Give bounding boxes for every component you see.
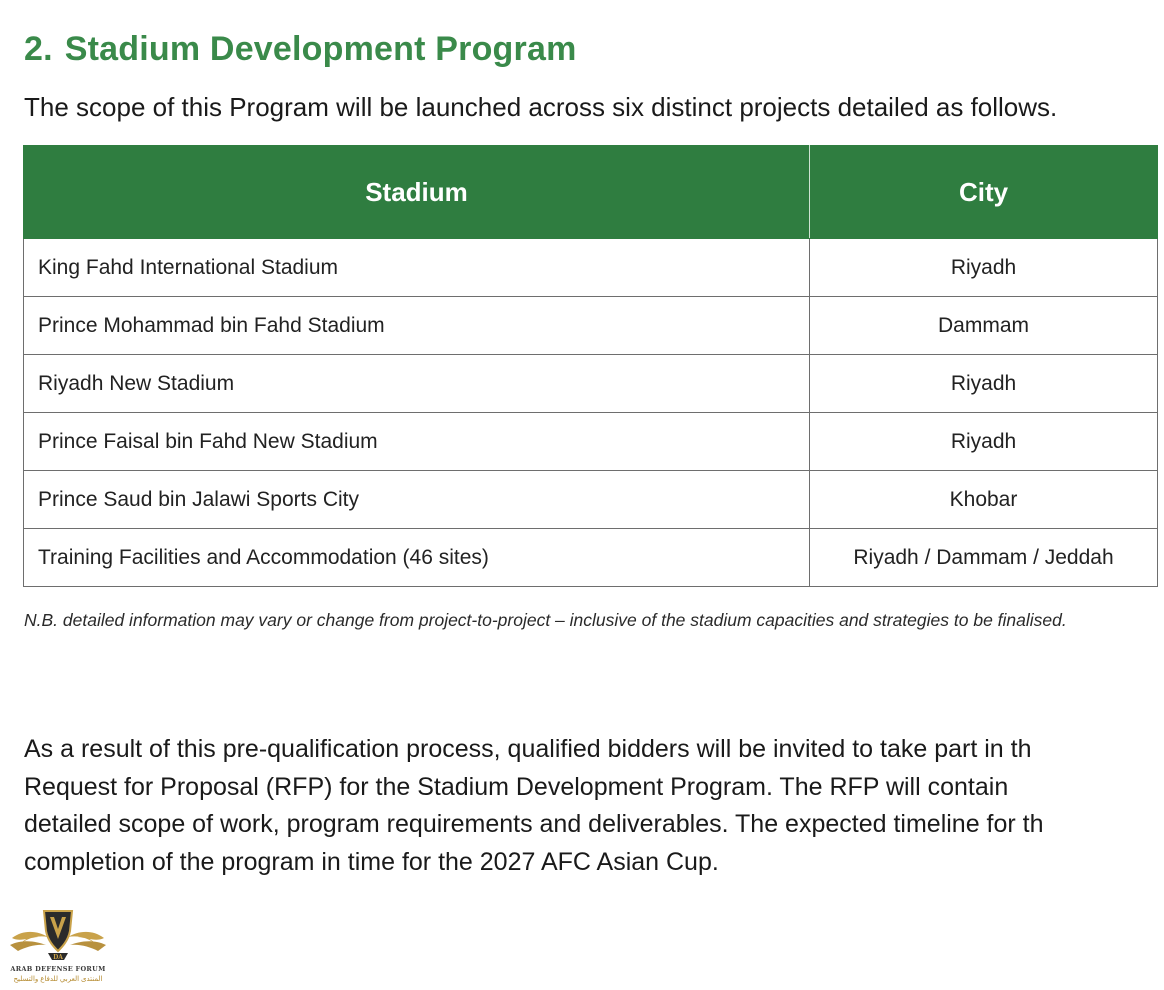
section-heading [24,30,577,69]
arab-defense-forum-logo-icon [8,905,108,965]
watermark-title: ARAB DEFENSE FORUM [10,965,106,973]
logo-initials: DA [53,954,63,961]
paragraph-line: completion of the program in time for the 2027 AFC Asian Cup. [24,847,719,876]
city-cell: Khobar [810,471,1158,529]
table-row [24,471,1158,529]
city-cell: Dammam [810,297,1158,355]
table-row [24,355,1158,413]
city-cell: Riyadh [810,239,1158,297]
table-header-row [24,146,1158,239]
table-row [24,413,1158,471]
body-paragraph [24,731,1164,881]
paragraph-line: detailed scope of work, program requirements and deliverables. The expected timeline for th [24,810,1044,838]
arab-defense-forum-watermark [8,905,108,987]
watermark-subtitle: المنتدى العربي للدفاع والتسليح [13,976,103,983]
city-cell: Riyadh [810,413,1158,471]
stadium-cell: King Fahd International Stadium [24,239,810,297]
city-cell: Riyadh [810,355,1158,413]
stadium-cell: Training Facilities and Accommodation (46 sites) [24,529,810,587]
table-row [24,239,1158,297]
paragraph-line: Request for Proposal (RFP) for the Stadium Development Program. The RFP will contain [24,772,1009,801]
footnote: N.B. detailed information may vary or change from project-to-project – inclusive of the stadium capacities and strategies to be finalised. [24,610,1067,630]
header-city: City [810,146,1158,239]
stadium-cell: Riyadh New Stadium [24,355,810,413]
section-number: 2. [24,30,53,68]
city-cell: Riyadh / Dammam / Jeddah [810,529,1158,587]
intro-text: The scope of this Program will be launched across six distinct projects detailed as follows. [24,92,1058,122]
stadium-cell: Prince Faisal bin Fahd New Stadium [24,413,810,471]
table-row [24,529,1158,587]
stadium-cell: Prince Mohammad bin Fahd Stadium [24,297,810,355]
stadium-cell: Prince Saud bin Jalawi Sports City [24,471,810,529]
header-stadium: Stadium [24,146,810,239]
stadium-table [23,145,1158,587]
paragraph-line: As a result of this pre-qualification process, qualified bidders will be invited to take part in th [24,735,1032,763]
table-row [24,297,1158,355]
section-title: Stadium Development Program [64,30,577,68]
